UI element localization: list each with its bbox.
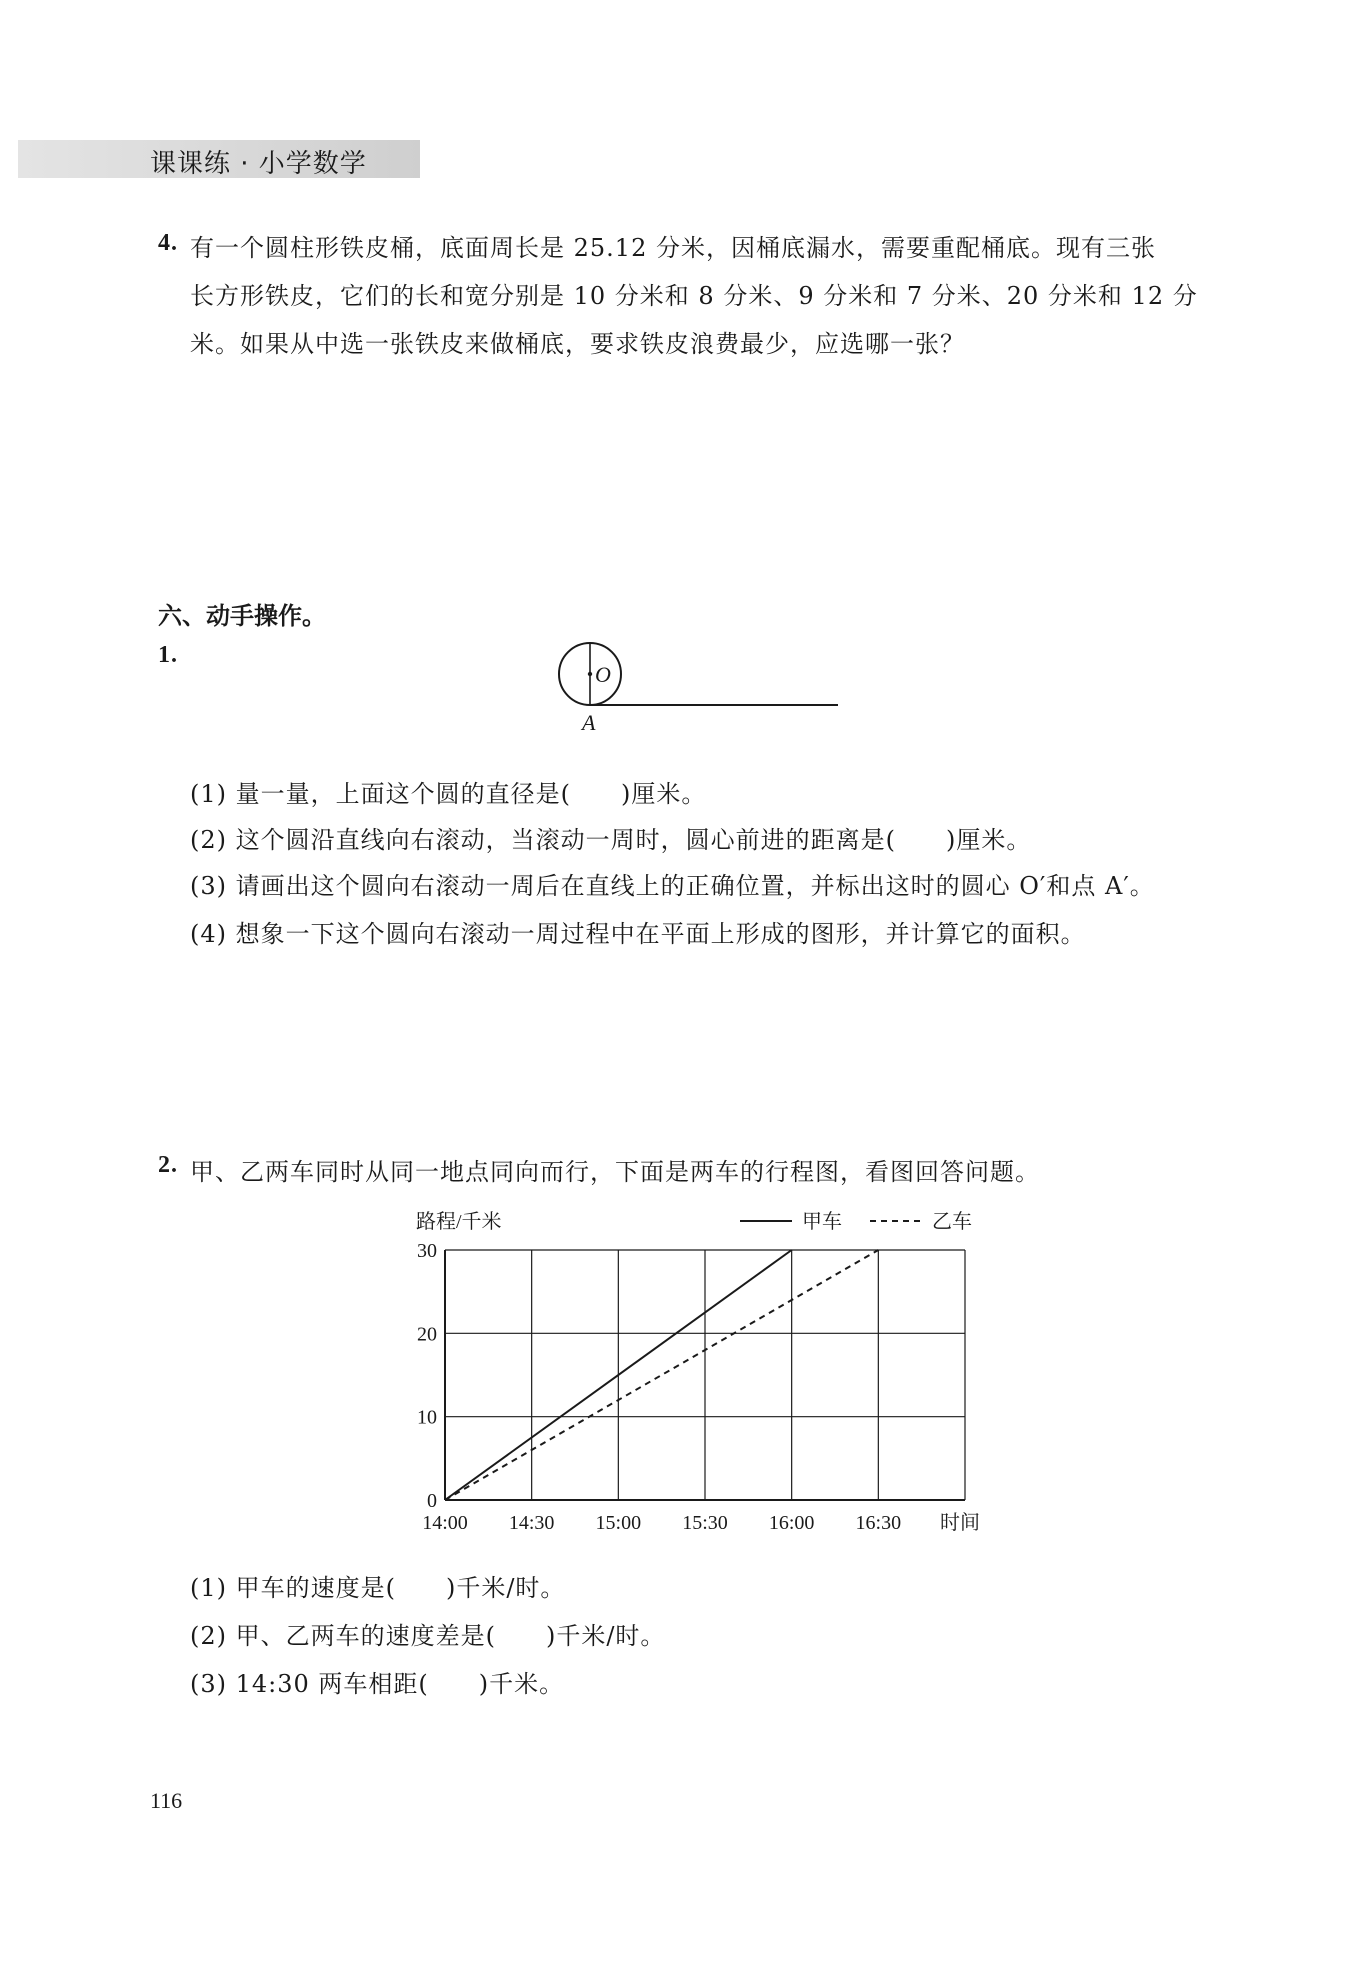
x-tick-label: 16:00 <box>768 1512 815 1534</box>
y-axis-label: 路程/千米 <box>416 1211 502 1233</box>
x-tick-label: 15:00 <box>595 1512 642 1534</box>
y-tick-label: 20 <box>417 1323 437 1346</box>
q1-item-4: (4) 想象一下这个圆向右滚动一周过程中在平面上形成的图形，并计算它的面积。 <box>190 920 1086 948</box>
q2-stem: 甲、乙两车同时从同一地点同向而行，下面是两车的行程图，看图回答问题。 <box>190 1158 1040 1186</box>
x-tick-label: 14:30 <box>508 1512 555 1534</box>
series-line-yi <box>445 1250 878 1500</box>
x-axis-label: 时间 <box>940 1512 980 1534</box>
book-header-banner <box>18 140 420 178</box>
q2-item-1: (1) 甲车的速度是( )千米/时。 <box>190 1574 566 1602</box>
q4-line-3: 米。如果从中选一张铁皮来做桶底，要求铁皮浪费最少，应选哪一张？ <box>190 330 965 358</box>
y-tick-label: 0 <box>427 1490 437 1512</box>
q1-item-3: (3) 请画出这个圆向右滚动一周后在直线上的正确位置，并标出这时的圆心 O′和点 A′。 <box>190 872 1155 900</box>
book-title: 课课练 · 小学数学 <box>150 149 367 179</box>
x-tick-label: 16:30 <box>855 1512 902 1534</box>
y-tick-label: 10 <box>417 1406 437 1429</box>
legend-label: 乙车 <box>932 1211 972 1233</box>
x-tick-label: 14:00 <box>422 1512 468 1534</box>
y-tick-label: 30 <box>417 1240 437 1262</box>
q4-line-1: 有一个圆柱形铁皮桶，底面周长是 25.12 分米，因桶底漏水，需要重配桶底。现有三张 <box>190 234 1156 262</box>
point-label: A <box>582 710 596 735</box>
page-number: 116 <box>150 1788 183 1813</box>
q2-item-3: (3) 14:30 两车相距( )千米。 <box>190 1670 565 1698</box>
x-tick-label: 15:30 <box>682 1512 728 1534</box>
q4-number: 4. <box>158 230 178 256</box>
rolling-circle-figure <box>540 628 860 738</box>
center-label: O <box>595 662 611 687</box>
q2-number: 2. <box>158 1152 178 1178</box>
q1-item-1: (1) 量一量，上面这个圆的直径是( )厘米。 <box>190 780 707 808</box>
q1-item-2: (2) 这个圆沿直线向右滚动，当滚动一周时，圆心前进的距离是( )厘米。 <box>190 826 1032 854</box>
legend-label: 甲车 <box>802 1211 842 1233</box>
center-point <box>588 672 592 676</box>
section-6-title: 六、动手操作。 <box>158 602 326 630</box>
q1-number: 1. <box>158 642 178 668</box>
travel-chart <box>400 1205 1020 1550</box>
q4-line-2: 长方形铁皮，它们的长和宽分别是 10 分米和 8 分米、9 分米和 7 分米、20 分米和 12 分 <box>190 282 1198 310</box>
q2-item-2: (2) 甲、乙两车的速度差是( )千米/时。 <box>190 1622 666 1650</box>
